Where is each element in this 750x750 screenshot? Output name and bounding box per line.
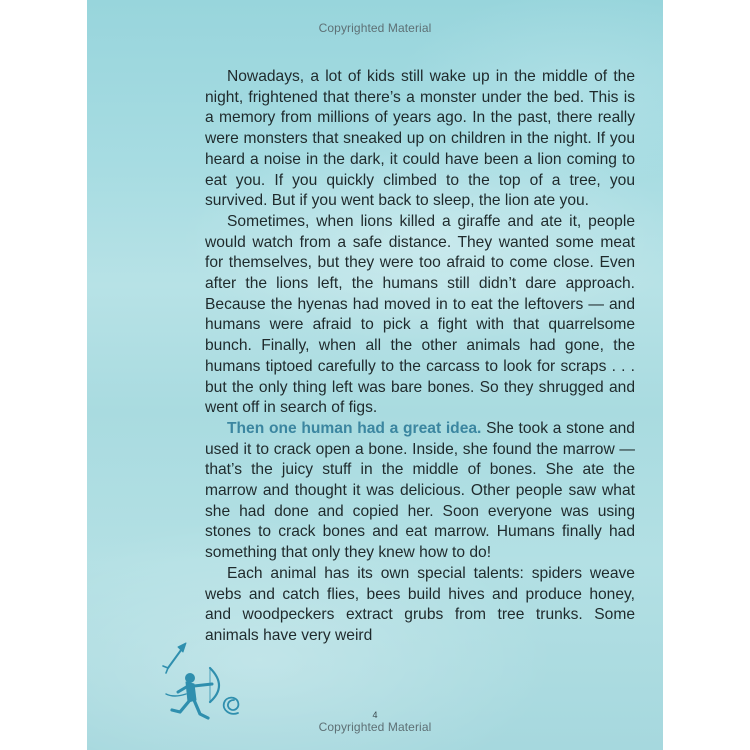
paragraph-2-text: Sometimes, when lions killed a giraffe and ate it, people would watch from a safe distance. They wanted some meat for themselves, but they were too afraid to come close. Even after the lions left, the humans still didn’t dare approach. Because the hyenas had moved in to eat the leftovers — and humans were afraid to pick a fight with that quarrelsome bunch. Finally, when all the other animals had gone, the humans tiptoed carefully to the carcass to look for scraps . . . but the only thing left was bare bones. So they shrugged and went off in search of figs.: [205, 212, 635, 417]
paragraph-3-text: She took a stone and used it to crack open a bone. Inside, she found the marrow — that’s the juicy stuff in the middle of bones. She ate the marrow and thought it was delicious. Other people saw what she had done and copied her. Soon everyone was using stones to crack bones and eat marrow. Humans finally had something that only they knew how to do!: [205, 419, 635, 562]
paragraph-4-text: Each animal has its own special talents: spiders weave webs and catch flies, bees build hives and produce honey, and woodpeckers extract grubs from tree trunks. Some animals have very weird: [205, 564, 635, 644]
paragraph-1: [205, 67, 635, 212]
body-text: [205, 67, 635, 647]
paragraph-1-text: Nowadays, a lot of kids still wake up in the middle of the night, frightened that there’s a monster under the bed. This is a memory from millions of years ago. In the past, there really were monsters that sneaked up on children in the night. If you heard a noise in the dark, it could have been a lion coming to eat you. If you quickly climbed to the top of a tree, you survived. But if you went back to sleep, the lion ate you.: [205, 68, 635, 210]
spiral-icon: [224, 698, 239, 714]
page-number: 4: [372, 710, 378, 720]
book-page: [87, 0, 663, 750]
paragraph-4: [205, 564, 635, 647]
copyright-header: Copyrighted Material: [318, 21, 432, 35]
paragraph-3: [205, 419, 635, 564]
paragraph-3-lead: Then one human had a great idea.: [227, 419, 482, 437]
copyright-footer: Copyrighted Material: [318, 720, 432, 734]
archer-figure-icon: [156, 640, 246, 730]
paragraph-2: [205, 212, 635, 419]
